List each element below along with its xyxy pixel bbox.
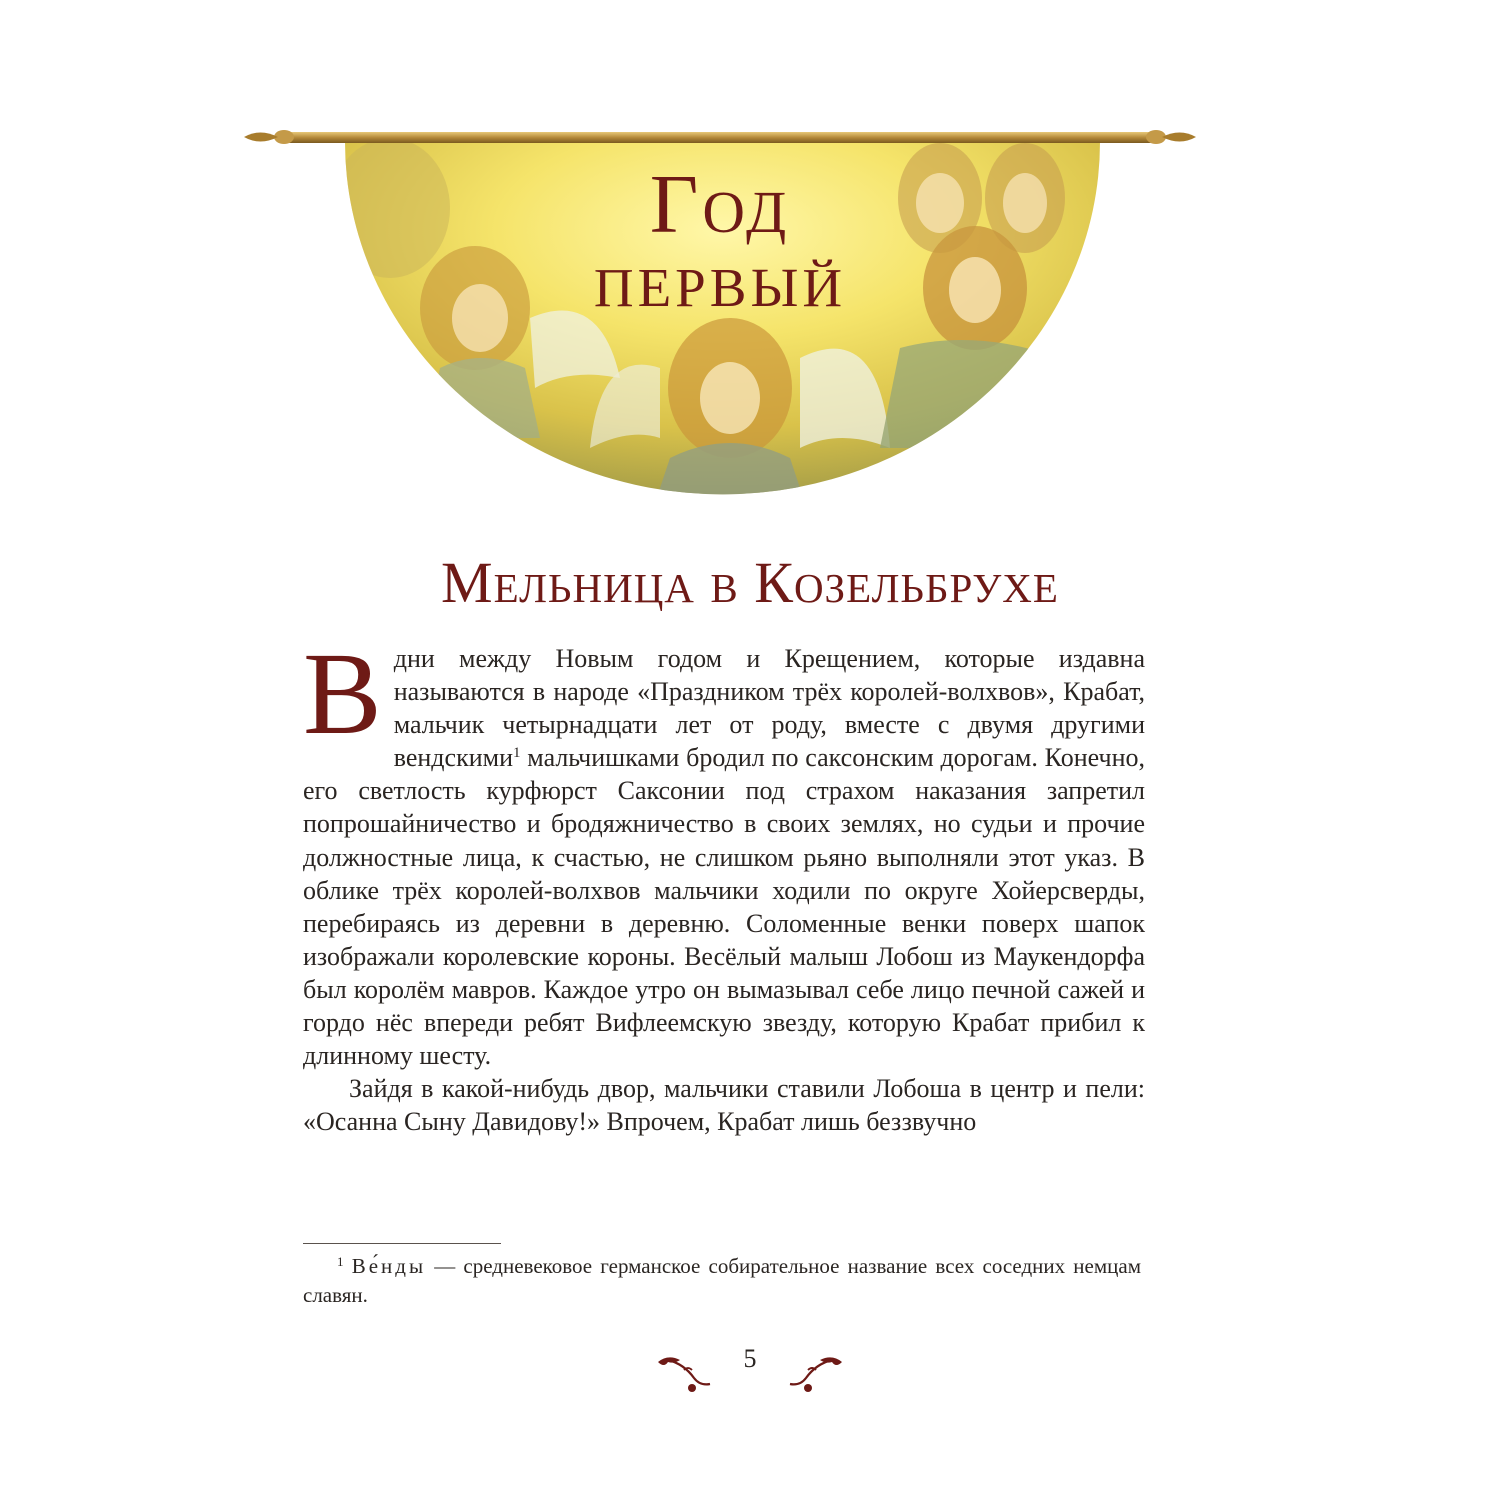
footnote-text: — средневековое германское собирательное название всех соседних немцам славян. — [303, 1254, 1142, 1307]
floral-ornament-icon — [786, 1348, 846, 1394]
body-text — [303, 628, 1145, 1138]
paragraph-1 — [303, 628, 1145, 1072]
paragraph-2: Зайдя в какой-нибудь двор, мальчики ставили Лобоша в центр и пели: «Осанна Сыну Давидову!» Впрочем, Крабат лишь беззвучно — [303, 1074, 1145, 1137]
page-number: 5 — [743, 1344, 757, 1373]
footnote-mark: 1 — [337, 1254, 344, 1269]
footnote-divider — [303, 1243, 501, 1244]
page-footer — [650, 1340, 850, 1400]
banner-title-line2: первый — [593, 236, 847, 323]
paragraph-1-text: дни между Новым годом и Крещением, которые издавна называются в народе «Праздником трёх королей-волхвов», Крабат, мальчик четырнадцати лет от роду, вместе с двумя другими вендскими — [393, 644, 1145, 773]
footnote-term: Ве́нды — [351, 1254, 427, 1278]
chapter-banner-illustration — [240, 118, 1200, 508]
floral-ornament-icon — [654, 1348, 714, 1394]
paragraph-1-continued: мальчишками бродил по саксонским дорогам. Конечно, его светлость курфюрст Саксонии под страхом наказания запретил попрошайничество и бродяжничество в своих землях, но судьи и прочие должностные лица, к счастью, не слишком рьяно выполняли этот указ. В облике трёх королей-волхвов мальчики ходили по округе Хойерсверды, перебираясь из деревни в деревню. Соломенные венки поверх шапок изображали королевские короны. Весёлый малыш Лобош из Маукендорфа был королём мавров. Каждое утро он вымазывал себе лицо печной сажей и гордо нёс впереди ребят Вифлеемскую звезду, которую Крабат прибил к длинному шесту. — [303, 743, 1145, 1071]
banner-title-line1: Год — [649, 158, 791, 251]
dropcap-letter: В — [303, 628, 382, 759]
footnote-reference[interactable]: 1 — [512, 745, 521, 762]
footnote — [303, 1252, 1141, 1310]
chapter-title: Мельница в Козельбрухе — [441, 550, 1059, 615]
